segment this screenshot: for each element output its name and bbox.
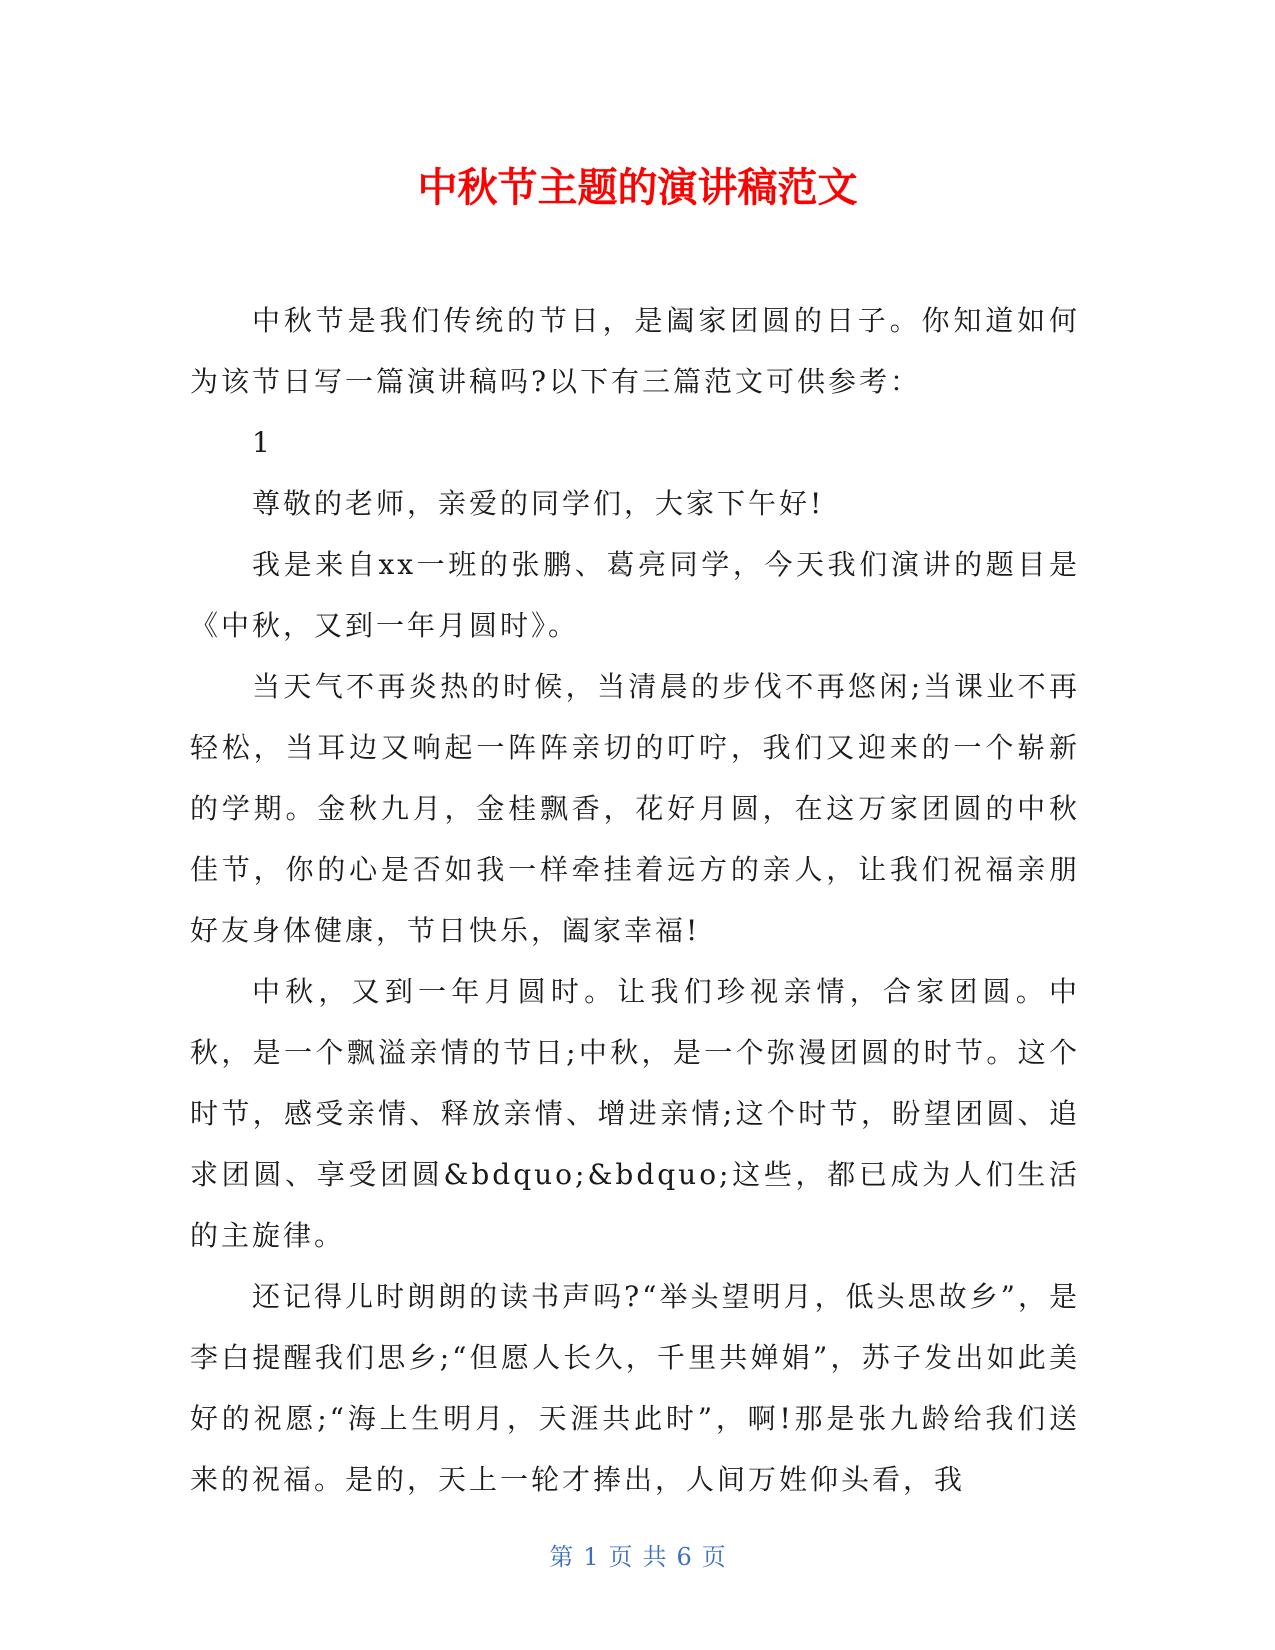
footer-page-word: 页 (608, 1543, 633, 1571)
footer-total-word: 共 (642, 1543, 667, 1571)
page-title: 中秋节主题的演讲稿范文 (417, 165, 858, 211)
paragraph-greeting: 尊敬的老师，亲爱的同学们，大家下午好! (252, 487, 825, 520)
footer-suffix: 页 (701, 1543, 726, 1571)
document-body (190, 290, 1080, 1510)
paragraph-memories: 还记得儿时朗朗的读书声吗?“举头望明月，低头思故乡”，是李白提醒我们思乡;“但愿人长久，千里共婵娟”，苏子发出如此美好的祝愿;“海上生明月，天涯共此时”，啊!那是张九龄给我们送来的祝福。是的，天上一轮才捧出，人间万姓仰头看，我 (190, 1280, 1080, 1496)
footer-prefix: 第 (549, 1543, 574, 1571)
paragraph-mid-autumn: 中秋，又到一年月圆时。让我们珍视亲情，合家团圆。中秋，是一个飘溢亲情的节日;中秋，是一个弥漫团圆的时节。这个时节，感受亲情、释放亲情、增进亲情;这个时节，盼望团圆、追求团圆、享受团圆&bdquo;&bdquo;这些，都已成为人们生活的主旋律。 (190, 975, 1080, 1252)
paragraph-speaker-intro: 我是来自xx一班的张鹏、葛亮同学，今天我们演讲的题目是《中秋，又到一年月圆时》。 (190, 548, 1080, 642)
footer-total-pages: 6 (676, 1543, 692, 1571)
paragraph-autumn: 当天气不再炎热的时候，当清晨的步伐不再悠闲;当课业不再轻松，当耳边又响起一阵阵亲切的叮咛，我们又迎来的一个崭新的学期。金秋九月，金桂飘香，花好月圆，在这万家团圆的中秋佳节，你的心是否如我一样牵挂着远方的亲人，让我们祝福亲朋好友身体健康，节日快乐，阖家幸福! (190, 670, 1080, 947)
paragraph-intro: 中秋节是我们传统的节日，是阖家团圆的日子。你知道如何为该节日写一篇演讲稿吗?以下有三篇范文可供参考： (190, 304, 1080, 398)
footer-current-page: 1 (583, 1543, 599, 1571)
paragraph-section-number: 1 (252, 426, 273, 459)
page-footer (0, 1540, 1275, 1574)
